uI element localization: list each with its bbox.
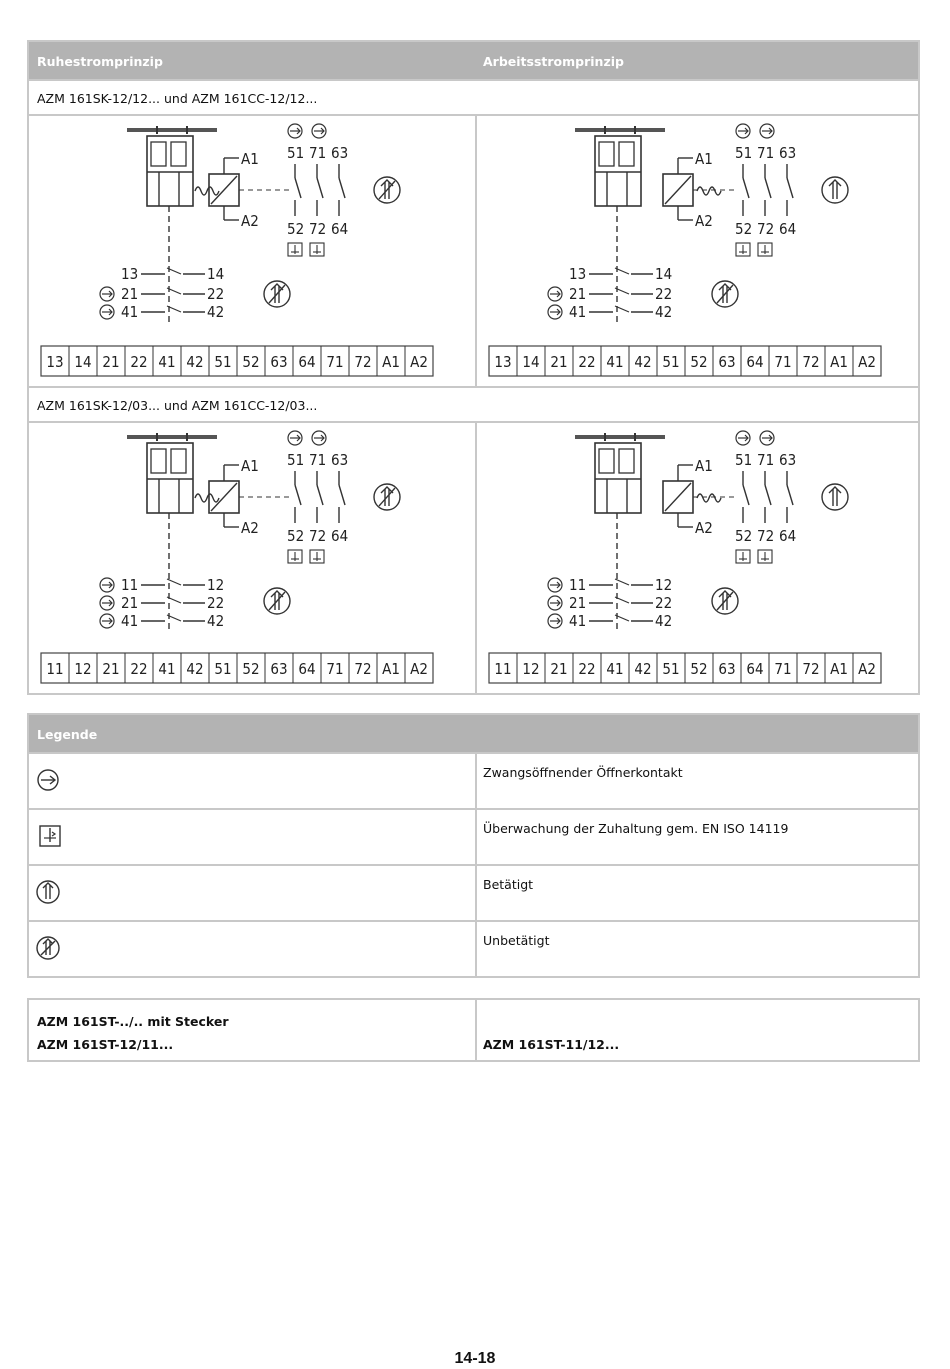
positive-opening-icon	[34, 754, 74, 808]
terminal-label: 52	[242, 660, 260, 678]
diagram-arbeitsstrom-12-12	[477, 116, 923, 386]
positive-opening-icon	[100, 596, 114, 610]
contact-terminal-label: 22	[655, 594, 673, 612]
terminal-label: 42	[634, 660, 652, 678]
terminal-label: 22	[130, 353, 148, 371]
monitor-contact-top: 63	[331, 451, 349, 469]
legend-table	[27, 713, 920, 978]
monitor-contact-bottom: 52	[287, 220, 305, 238]
terminal-label: 14	[522, 353, 540, 371]
monitor-contact-bottom: 72	[309, 220, 327, 238]
legend-header: Legende	[29, 715, 918, 752]
wiring-diagram-svg	[29, 116, 475, 386]
monitor-contact-bottom: 72	[309, 527, 327, 545]
contact-terminal-label: 11	[121, 576, 139, 594]
monitor-contact-bottom: 64	[779, 527, 797, 545]
actuation-state-icon	[822, 177, 848, 203]
legend-text: Überwachung der Zuhaltung gem. EN ISO 14119	[483, 821, 789, 836]
terminal-label: 11	[494, 660, 512, 678]
coil-label-a2: A2	[695, 519, 713, 537]
spring	[195, 187, 219, 195]
monitor-contact-top: 71	[309, 144, 327, 162]
switch-slot	[171, 142, 186, 166]
terminal-label: 63	[270, 353, 288, 371]
monitor-contact-bottom: 52	[287, 527, 305, 545]
contact-terminal-label: 11	[569, 576, 587, 594]
spring	[195, 494, 219, 502]
diagram-row-12-12	[29, 114, 918, 386]
positive-opening-icon	[100, 305, 114, 319]
monitor-contact-top: 51	[735, 144, 753, 162]
switch-slot	[599, 449, 614, 473]
locking-monitor-icon	[34, 810, 74, 864]
positive-opening-icon	[548, 287, 562, 301]
legend-row	[29, 920, 918, 976]
positive-opening-icon	[100, 287, 114, 301]
locking-monitor-icon	[310, 243, 324, 256]
terminal-label: 51	[214, 353, 232, 371]
locking-monitor-icon	[310, 550, 324, 563]
monitor-contact-bottom: 72	[757, 220, 775, 238]
wiring-diagram-svg	[477, 423, 923, 693]
positive-opening-icon	[288, 124, 302, 138]
monitor-contact-top: 71	[309, 451, 327, 469]
terminal-label: 71	[774, 660, 792, 678]
spring	[697, 494, 721, 502]
monitor-contact-top: 51	[287, 451, 305, 469]
terminal-label: 41	[606, 660, 624, 678]
terminal-label: 41	[606, 353, 624, 371]
terminal-label: 72	[802, 660, 820, 678]
header-arbeitsstromprinzip: Arbeitsstromprinzip	[483, 54, 624, 69]
terminal-label: 13	[494, 353, 512, 371]
terminal-label: 71	[774, 353, 792, 371]
positive-opening-icon	[548, 305, 562, 319]
monitor-contact-top: 71	[757, 144, 775, 162]
contact-terminal-label: 13	[121, 265, 139, 283]
terminal-label: 14	[74, 353, 92, 371]
positive-opening-icon	[760, 431, 774, 445]
table-header	[29, 42, 918, 79]
terminal-label: 52	[690, 353, 708, 371]
contact-terminal-label: 42	[655, 303, 673, 321]
terminal-label: A1	[830, 353, 848, 371]
contact-terminal-label: 21	[569, 594, 587, 612]
terminal-label: 11	[46, 660, 64, 678]
actuated-icon	[34, 866, 74, 920]
connector-left-label: AZM 161ST-12/11...	[37, 1037, 174, 1052]
legend-text: Betätigt	[483, 877, 534, 892]
terminal-label: 12	[74, 660, 92, 678]
locking-monitor-icon	[288, 243, 302, 256]
terminal-label: 64	[746, 660, 764, 678]
actuation-state-icon	[374, 484, 400, 510]
locking-monitor-icon	[758, 243, 772, 256]
contact-state-icon	[712, 588, 738, 614]
diagram-arbeitsstrom-12-03	[477, 423, 923, 693]
legend-text: Unbetätigt	[483, 933, 550, 948]
terminal-label: 52	[242, 353, 260, 371]
contact-state-icon	[264, 588, 290, 614]
page-number: 14-18	[454, 1350, 496, 1367]
terminal-label: 51	[214, 660, 232, 678]
terminal-label: 42	[186, 660, 204, 678]
contact-terminal-label: 41	[121, 303, 139, 321]
coil-label-a1: A1	[695, 150, 713, 168]
coil-label-a1: A1	[241, 150, 259, 168]
switch-slot	[171, 449, 186, 473]
terminal-label: A1	[382, 353, 400, 371]
contact-state-icon	[264, 281, 290, 307]
locking-monitor-icon	[758, 550, 772, 563]
diagram-row-12-03	[29, 421, 918, 693]
contact-terminal-label: 21	[569, 285, 587, 303]
contact-terminal-label: 14	[207, 265, 225, 283]
monitor-contact-top: 63	[779, 144, 797, 162]
actuator-plate	[127, 128, 217, 132]
contact-terminal-label: 22	[207, 285, 225, 303]
terminal-label: 22	[130, 660, 148, 678]
wiring-diagram-svg	[29, 423, 475, 693]
legend-text: Zwangsöffnender Öffnerkontakt	[483, 765, 683, 780]
contact-terminal-label: 14	[655, 265, 673, 283]
coil-label-a1: A1	[695, 457, 713, 475]
positive-opening-icon	[312, 431, 326, 445]
terminal-label: A2	[858, 353, 876, 371]
positive-opening-icon	[548, 578, 562, 592]
terminal-label: 52	[690, 660, 708, 678]
terminal-label: 51	[662, 353, 680, 371]
terminal-label: 21	[102, 660, 120, 678]
terminal-label: 64	[298, 353, 316, 371]
terminal-label: 41	[158, 660, 176, 678]
legend-row	[29, 752, 918, 808]
monitor-contact-bottom: 52	[735, 220, 753, 238]
wiring-diagram-table	[27, 40, 920, 695]
legend-row	[29, 808, 918, 864]
switch-slot	[151, 449, 166, 473]
switch-slot	[619, 142, 634, 166]
locking-monitor-icon	[288, 550, 302, 563]
spring	[697, 187, 721, 195]
switch-slot	[619, 449, 634, 473]
terminal-label: A2	[410, 353, 428, 371]
positive-opening-icon	[100, 578, 114, 592]
monitor-contact-bottom: 64	[779, 220, 797, 238]
actuation-state-icon	[822, 484, 848, 510]
contact-terminal-label: 42	[207, 303, 225, 321]
terminal-label: 72	[354, 660, 372, 678]
terminal-label: 71	[326, 660, 344, 678]
coil-label-a2: A2	[695, 212, 713, 230]
contact-terminal-label: 12	[207, 576, 225, 594]
contact-terminal-label: 42	[655, 612, 673, 630]
terminal-label: 41	[158, 353, 176, 371]
terminal-label: 22	[578, 660, 596, 678]
terminal-label: 71	[326, 353, 344, 371]
terminal-label: A2	[410, 660, 428, 678]
actuator-plate	[575, 435, 665, 439]
terminal-label: 64	[746, 353, 764, 371]
header-ruhestromprinzip: Ruhestromprinzip	[37, 54, 163, 69]
not-actuated-icon	[34, 922, 74, 976]
monitor-contact-bottom: 64	[331, 527, 349, 545]
positive-opening-icon	[760, 124, 774, 138]
contact-terminal-label: 12	[655, 576, 673, 594]
coil-label-a1: A1	[241, 457, 259, 475]
monitor-contact-top: 63	[331, 144, 349, 162]
switch-slot	[151, 142, 166, 166]
terminal-label: A1	[382, 660, 400, 678]
monitor-contact-top: 51	[735, 451, 753, 469]
positive-opening-icon	[548, 614, 562, 628]
terminal-label: 64	[298, 660, 316, 678]
terminal-label: 72	[802, 353, 820, 371]
diagram-ruhestrom-12-12	[29, 116, 477, 386]
terminal-label: 63	[718, 353, 736, 371]
monitor-contact-bottom: 72	[757, 527, 775, 545]
locking-monitor-icon	[736, 550, 750, 563]
coil-label-a2: A2	[241, 519, 259, 537]
diagram-ruhestrom-12-03	[29, 423, 477, 693]
terminal-label: 22	[578, 353, 596, 371]
contact-terminal-label: 41	[569, 612, 587, 630]
monitor-contact-top: 63	[779, 451, 797, 469]
locking-monitor-icon	[736, 243, 750, 256]
connector-title: AZM 161ST-../.. mit Stecker	[37, 1014, 229, 1029]
monitor-contact-bottom: 52	[735, 527, 753, 545]
contact-terminal-label: 21	[121, 594, 139, 612]
terminal-label: 21	[550, 353, 568, 371]
positive-opening-icon	[312, 124, 326, 138]
monitor-contact-top: 51	[287, 144, 305, 162]
terminal-label: 21	[102, 353, 120, 371]
terminal-label: 12	[522, 660, 540, 678]
terminal-label: 63	[270, 660, 288, 678]
actuator-plate	[575, 128, 665, 132]
terminal-label: A2	[858, 660, 876, 678]
actuation-state-icon	[374, 177, 400, 203]
contact-terminal-label: 42	[207, 612, 225, 630]
wiring-diagram-svg	[477, 116, 923, 386]
contact-terminal-label: 22	[207, 594, 225, 612]
actuator-plate	[127, 435, 217, 439]
terminal-label: 42	[634, 353, 652, 371]
contact-terminal-label: 41	[121, 612, 139, 630]
section-caption-12-12: AZM 161SK-12/12... und AZM 161CC-12/12...	[29, 79, 918, 114]
legend-row	[29, 864, 918, 920]
coil-label-a2: A2	[241, 212, 259, 230]
contact-terminal-label: 41	[569, 303, 587, 321]
positive-opening-icon	[736, 124, 750, 138]
terminal-label: 21	[550, 660, 568, 678]
terminal-label: 51	[662, 660, 680, 678]
contact-terminal-label: 13	[569, 265, 587, 283]
monitor-contact-top: 71	[757, 451, 775, 469]
positive-opening-icon	[548, 596, 562, 610]
terminal-label: 42	[186, 353, 204, 371]
terminal-label: 63	[718, 660, 736, 678]
positive-opening-icon	[100, 614, 114, 628]
section-caption-12-03: AZM 161SK-12/03... und AZM 161CC-12/03...	[29, 386, 918, 421]
monitor-contact-bottom: 64	[331, 220, 349, 238]
connector-right-label: AZM 161ST-11/12...	[483, 1037, 620, 1052]
contact-state-icon	[712, 281, 738, 307]
contact-terminal-label: 21	[121, 285, 139, 303]
switch-slot	[599, 142, 614, 166]
contact-terminal-label: 22	[655, 285, 673, 303]
positive-opening-icon	[288, 431, 302, 445]
positive-opening-icon	[736, 431, 750, 445]
terminal-label: A1	[830, 660, 848, 678]
terminal-label: 72	[354, 353, 372, 371]
terminal-label: 13	[46, 353, 64, 371]
connector-table	[27, 998, 920, 1062]
